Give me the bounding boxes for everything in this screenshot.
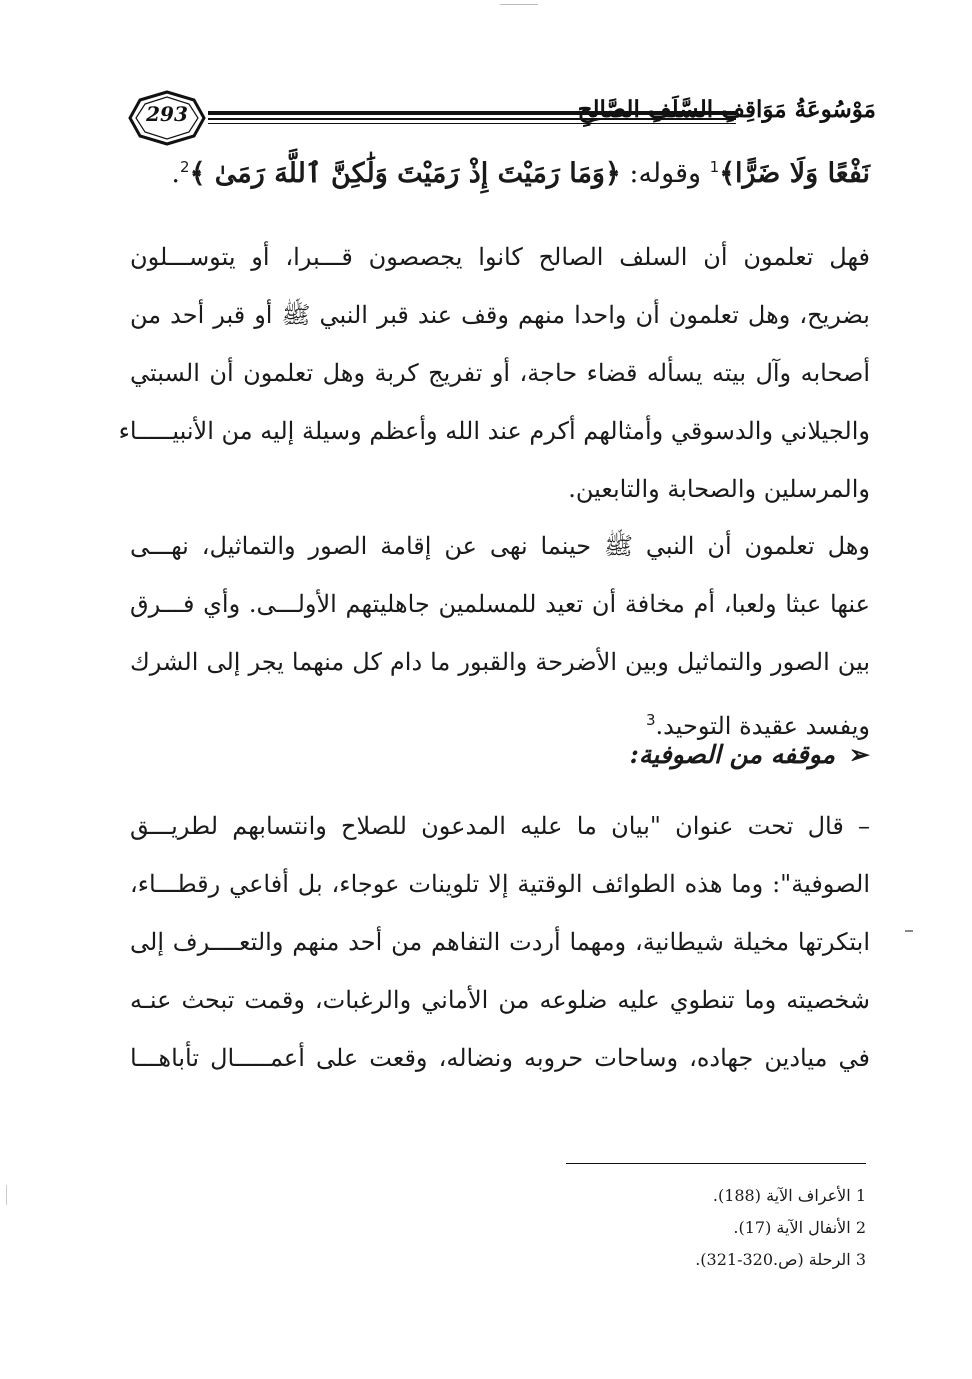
scan-mark <box>905 930 913 932</box>
paragraph <box>130 517 870 749</box>
arrow-icon: ➢ <box>849 740 870 769</box>
text-line: وهل تعلمون أن النبي ﷺ حينما نهى عن إقامة الصور والتماثيل، نهـــى <box>130 532 870 560</box>
text-line: بين الصور والتماثيل وبين الأضرحة والقبور ما دام كل منهما يجر إلى الشرك <box>130 648 870 676</box>
page-number: 293 <box>146 102 188 126</box>
footnote-ref: 3 <box>645 711 656 729</box>
section-heading <box>500 740 870 784</box>
text-line: بضريح، وهل تعلمون أن واحدا منهم وقف عند قبر النبي ﷺ أو قبر أحد من <box>130 301 870 329</box>
paragraph <box>118 228 870 518</box>
text-line: فهل تعلمون أن السلف الصالح كانوا يجصصون قـــبرا، أو يتوســـلون <box>130 243 870 271</box>
text-line: الصوفية": وما هذه الطوائف الوقتية إلا تلوينات عوجاء، بل أفاعي رقطـــاء، <box>130 870 870 898</box>
page-header <box>128 90 876 148</box>
text-line-content: ويفسد عقيدة التوحيد. <box>655 712 870 740</box>
footnote-ref: 2 <box>180 158 190 176</box>
text-line: في ميادين جهاده، وساحات حروبه ونضاله، وقعت على أعمـــــال تأباهـــا <box>130 1044 870 1072</box>
text-line: والمرسلين والصحابة والتابعين. <box>568 475 870 503</box>
quran-verse-line <box>170 158 870 208</box>
text-line: أصحابه وآل بيته يسأله قضاء حاجة، أو تفريج كربة وهل تعلمون أن السبتي <box>130 359 870 387</box>
text-line: شخصيته وما تنطوي عليه ضلوعه من الأماني والرغبات، وقمت تبحث عنـه <box>130 986 870 1014</box>
header-rule <box>208 123 736 124</box>
verse-fragment: نَفْعًا وَلَا ضَرًّا﴾ <box>719 158 870 189</box>
text-line: – قال تحت عنوان "بيان ما عليه المدعون للصلاح وانتسابهم لطريـــق <box>130 812 870 840</box>
scan-mark <box>6 1185 7 1205</box>
footnote-separator <box>566 1163 866 1164</box>
footnote-ref: 1 <box>709 158 720 176</box>
verse-quote: ﴿وَمَا رَمَيْتَ إِذْ رَمَيْتَ وَلَٰكِنَّ ٱللَّهَ رَمَىٰ ﴾ <box>189 158 621 189</box>
text-line: والجيلاني والدسوقي وأمثالهم أكرم عند الله وأعظم وسيلة إليه من الأنبيـــــاء <box>118 417 870 445</box>
paragraph <box>130 797 870 1087</box>
footnote: 2 الأنفال الآية (17). <box>733 1218 866 1237</box>
verse-connector: وقوله: <box>620 158 710 189</box>
book-title: مَوْسُوعَةُ مَوَاقِفِ السَّلَفِ الصَّالِحِ <box>577 96 876 123</box>
footnotes <box>520 1180 866 1276</box>
footnote: 1 الأعراف الآية (188). <box>712 1186 866 1205</box>
section-heading-text: موقفه من الصوفية: <box>629 740 836 769</box>
footnote: 3 الرحلة (ص.320-321). <box>695 1250 866 1269</box>
verse-end: . <box>171 158 181 189</box>
text-line: ابتكرتها مخيلة شيطانية، ومهما أردت التفاهم من أحد منهم والتعــــرف إلى <box>130 928 870 956</box>
scan-mark-top <box>500 4 538 5</box>
text-line: عنها عبثا ولعبا، أم مخافة أن تعيد للمسلمين جاهليتهم الأولـــى. وأي فـــرق <box>130 590 870 618</box>
